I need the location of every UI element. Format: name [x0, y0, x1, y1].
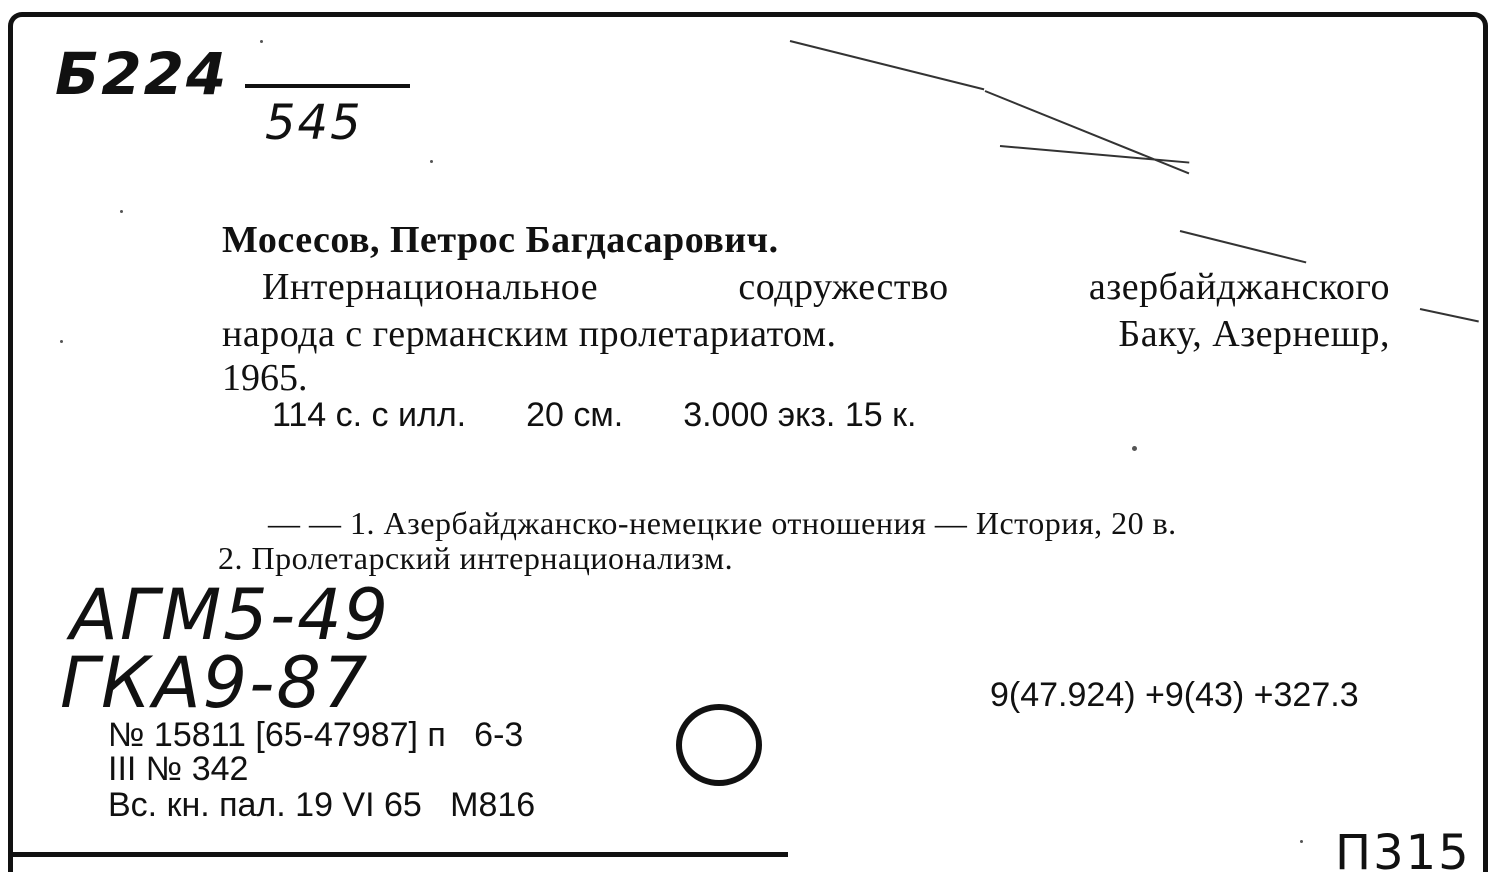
publisher: Баку, Азернешр, — [1118, 313, 1390, 355]
title-line-2-text: народа с германским пролетариатом. — [222, 313, 837, 355]
subject-line-1: — — 1. Азербайджанско-немецкие отношения — История, 20 в. — [268, 505, 1177, 541]
subject-line-2: 2. Пролетарский интернационализм. — [218, 540, 734, 576]
print-line: III № 342 — [108, 750, 249, 788]
shelf-mark-bottom: 545 — [265, 95, 363, 151]
title-line-2 — [222, 312, 1390, 356]
paper-speck — [60, 340, 63, 343]
collation — [272, 396, 976, 435]
size: 20 см. — [526, 396, 624, 434]
book-chamber-line: Вс. кн. пал. 19 VI 65 М816 — [108, 786, 536, 824]
publication-year: 1965. — [222, 357, 308, 399]
paper-speck — [120, 210, 123, 213]
author-heading: Мосесов, Петрос Багдасарович. — [222, 219, 779, 261]
handwritten-code-2: ГКА9-87 — [60, 642, 370, 724]
punch-hole — [676, 704, 762, 786]
shelf-mark-top: Б224 — [55, 40, 229, 108]
shelf-mark-rule — [245, 84, 410, 88]
copies-price: 3.000 экз. 15 к. — [683, 396, 917, 434]
handwritten-corner-number: П315 — [1335, 825, 1471, 881]
classification-code: 9(47.924) +9(43) +327.3 — [990, 676, 1359, 714]
handwritten-code-1: АГМ5-49 — [70, 574, 391, 656]
card-bottom-edge — [8, 852, 788, 857]
paper-speck — [1300, 840, 1303, 843]
paper-speck — [430, 160, 433, 163]
title-line-1: Интернациональное содружество азербайджанского — [262, 266, 1390, 308]
pages: 114 с. с илл. — [272, 396, 467, 434]
paper-speck — [1132, 446, 1137, 451]
card-number-line: № 15811 [65-47987] п 6-3 — [108, 716, 524, 754]
paper-speck — [260, 40, 263, 43]
